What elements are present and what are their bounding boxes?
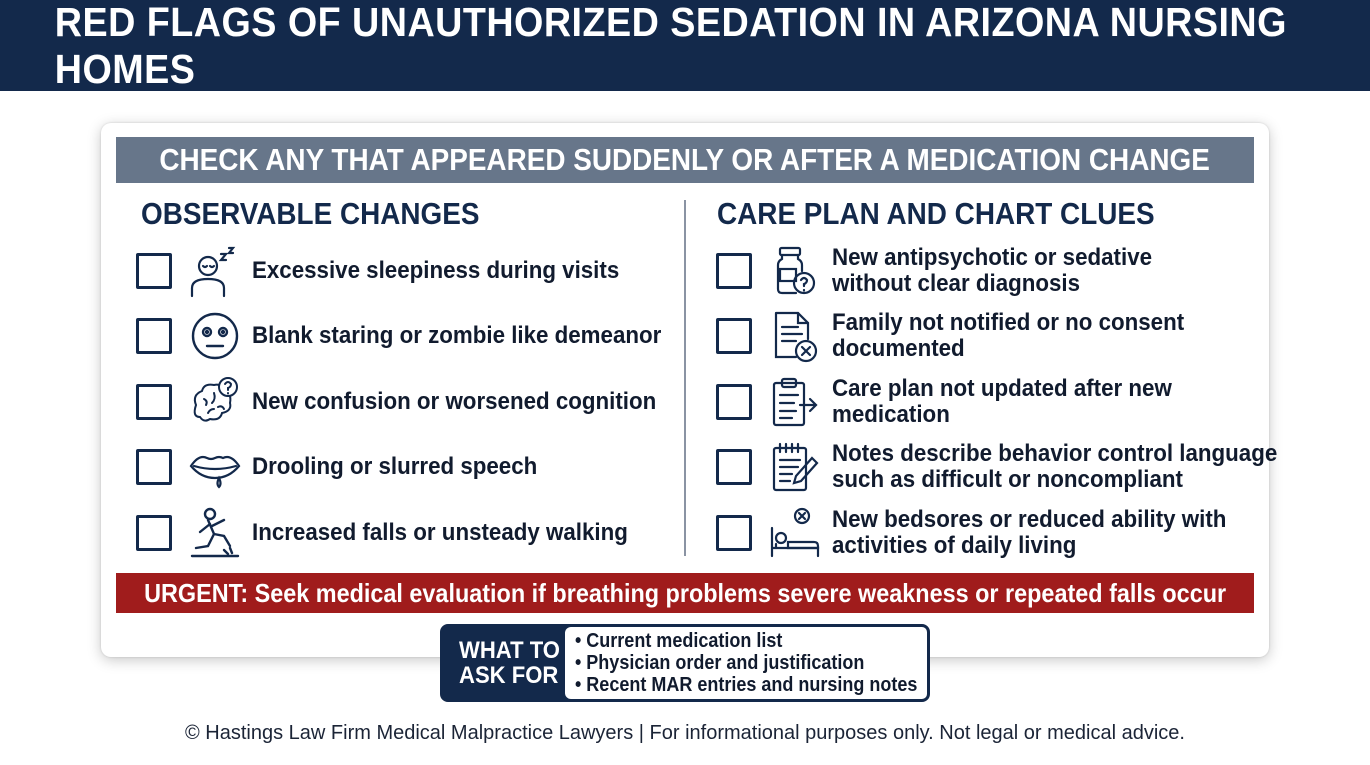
ask-title-line2: ASK FOR — [459, 662, 559, 689]
pill-bottle-question-icon — [768, 244, 822, 298]
checklist-item — [136, 503, 656, 563]
footer-disclaimer: © Hastings Law Firm Medical Malpractice Lawyers | For informational purposes only. Not legal or medical advice. — [185, 722, 1185, 744]
item-label-line1: Family not notified or no consent — [832, 309, 1185, 336]
checkbox[interactable] — [716, 515, 752, 551]
checklist-item — [716, 372, 1197, 432]
item-label-line2: activities of daily living — [832, 532, 1077, 559]
instruction-text: CHECK ANY THAT APPEARED SUDDENLY OR AFTER A MEDICATION CHANGE — [159, 142, 1211, 177]
urgent-banner — [116, 573, 1254, 613]
checkbox[interactable] — [716, 449, 752, 485]
urgent-text: URGENT: Seek medical evaluation if breathing problems severe weakness or repeated falls occur — [144, 577, 1227, 608]
checklist-item — [716, 437, 1311, 497]
checklist-item — [716, 306, 1211, 366]
checklist-item — [136, 437, 559, 497]
item-label-line1: Notes describe behavior control language — [832, 440, 1278, 467]
blank-face-icon — [188, 309, 242, 363]
observable-changes-heading: OBSERVABLE CHANGES — [141, 196, 480, 231]
item-label-line1: Care plan not updated after new — [832, 375, 1172, 402]
item-label: Blank staring or zombie like demeanor — [252, 322, 662, 349]
brain-question-icon — [188, 375, 242, 429]
ask-list — [565, 627, 930, 699]
clipboard-arrow-icon — [768, 375, 822, 429]
checkbox[interactable] — [136, 318, 172, 354]
checkbox[interactable] — [716, 253, 752, 289]
checklist-item — [136, 372, 687, 432]
checkbox[interactable] — [136, 449, 172, 485]
checkbox[interactable] — [136, 253, 172, 289]
ask-list-item: • Current medication list — [575, 630, 783, 652]
checkbox[interactable] — [716, 318, 752, 354]
checklist-item — [716, 503, 1256, 563]
ask-title-line1: WHAT TO — [459, 637, 560, 664]
instruction-banner — [116, 137, 1254, 183]
item-label-line2: without clear diagnosis — [832, 270, 1081, 297]
item-label-line1: New antipsychotic or sedative — [832, 244, 1153, 271]
item-label-line2: documented — [832, 335, 965, 362]
item-label: Increased falls or unsteady walking — [252, 519, 628, 546]
item-label — [832, 441, 1277, 493]
sleeping-person-icon — [188, 244, 242, 298]
checkbox[interactable] — [136, 384, 172, 420]
item-label: Excessive sleepiness during visits — [252, 257, 620, 284]
falling-person-icon — [188, 506, 242, 560]
item-label: Drooling or slurred speech — [252, 453, 538, 480]
what-to-ask-title — [443, 627, 565, 699]
page-title: RED FLAGS OF UNAUTHORIZED SEDATION IN ARIZONA NURSING HOMES — [54, 0, 1287, 92]
ask-list-item: • Physician order and justification — [575, 652, 865, 674]
item-label — [832, 245, 1152, 297]
item-label — [832, 310, 1184, 362]
checklist-item — [136, 306, 692, 366]
document-x-icon — [768, 309, 822, 363]
checkbox[interactable] — [136, 515, 172, 551]
item-label — [832, 507, 1226, 559]
checklist-item — [136, 241, 647, 301]
item-label: New confusion or worsened cognition — [252, 388, 657, 415]
what-to-ask-box — [440, 624, 930, 702]
item-label — [832, 376, 1172, 428]
care-plan-heading: CARE PLAN AND CHART CLUES — [717, 196, 1155, 231]
item-label-line1: New bedsores or reduced ability with — [832, 506, 1227, 533]
item-label-line2: medication — [832, 401, 950, 428]
ask-list-item: • Recent MAR entries and nursing notes — [575, 674, 918, 696]
title-bar — [0, 0, 1370, 91]
item-label-line2: such as difficult or noncompliant — [832, 466, 1183, 493]
drooling-mouth-icon — [188, 440, 242, 494]
checklist-item — [716, 241, 1176, 301]
checkbox[interactable] — [716, 384, 752, 420]
bed-patient-icon — [768, 506, 822, 560]
notepad-pen-icon — [768, 440, 822, 494]
